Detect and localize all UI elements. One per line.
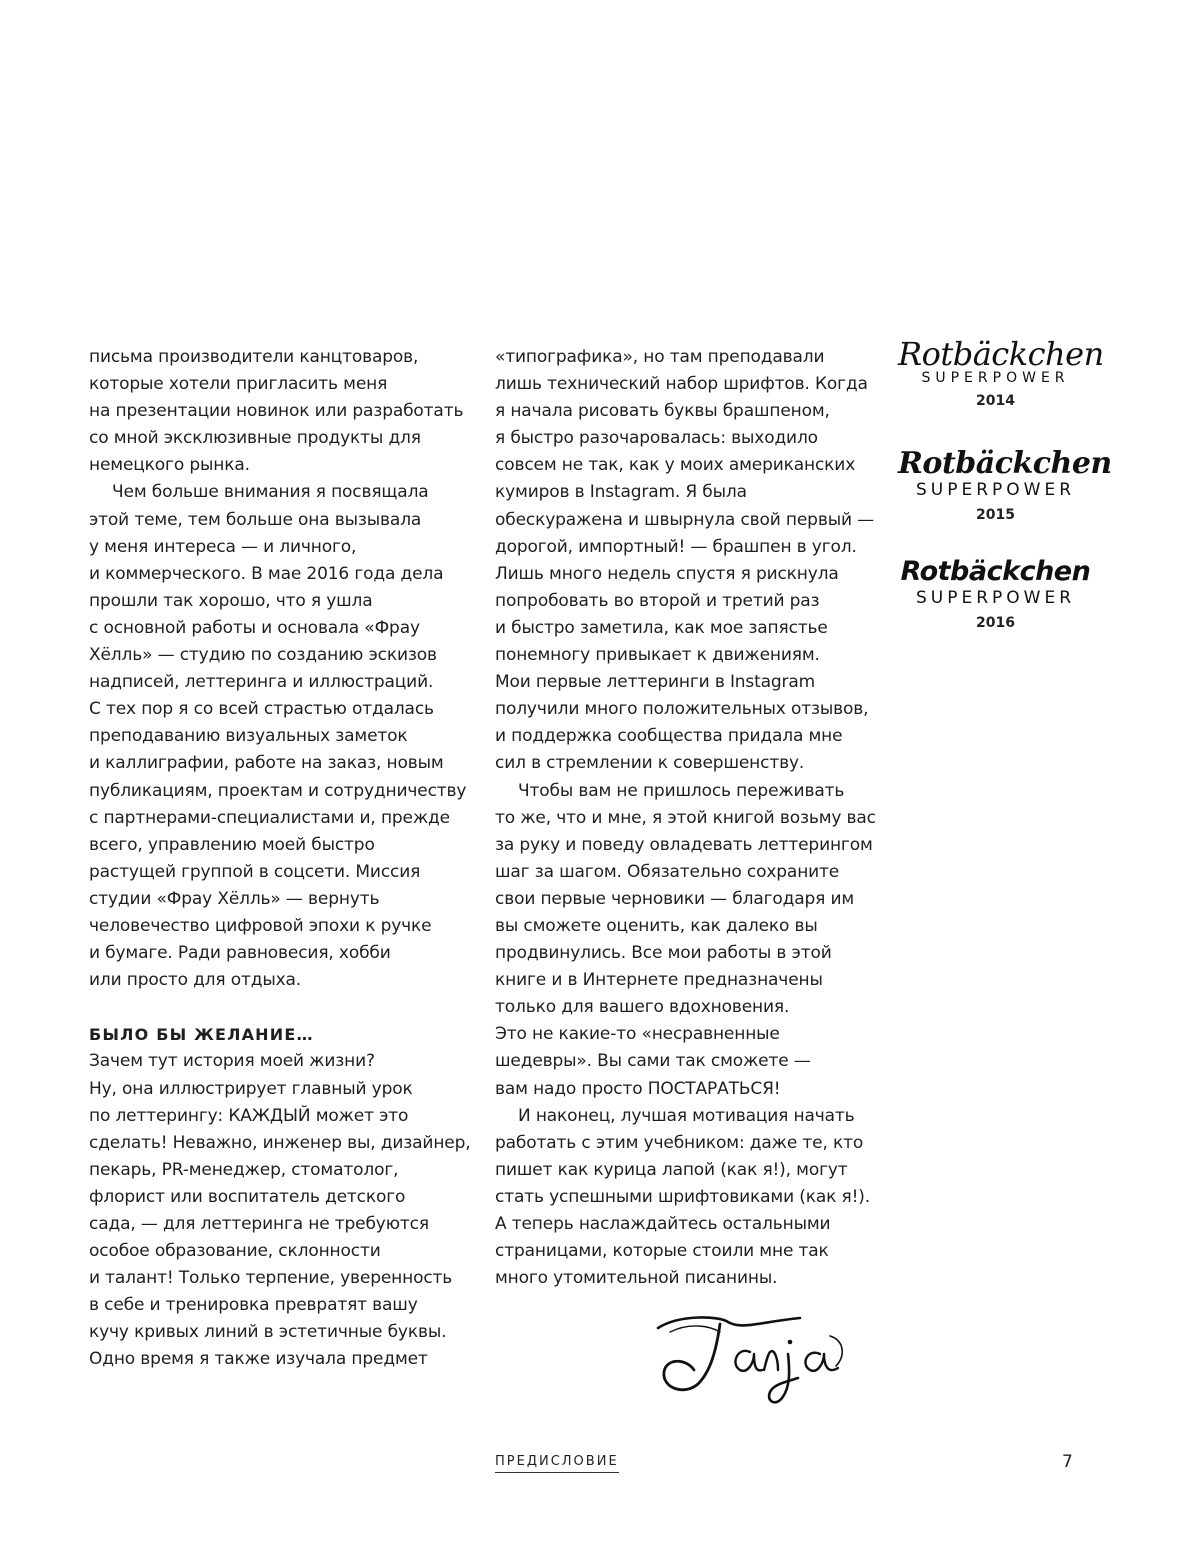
text-line: публикациям, проектам и сотрудничеству [89,780,467,801]
text-line: преподаванию визуальных заметок [89,726,408,747]
middle-text-column [495,344,875,1292]
text-line: с основной работы и основала «Фрау [89,617,420,638]
logo-script-text: Rotbäckchen [898,335,1104,373]
text-line: пекарь, PR-менеджер, стоматолог, [89,1159,399,1180]
text-line: С тех пор я со всей страстью отдалась [89,699,434,720]
text-line: книге и в Интернете предназначены [495,970,823,991]
text-line: работать с этим учебником: даже те, кто [495,1132,864,1153]
signature-tanja [650,1292,850,1412]
text-line: всего, управлению моей быстро [89,834,375,855]
text-line: попробовать во второй и третий раз [495,590,820,611]
left-paragraphs [89,344,469,994]
text-line: получили много положительных отзывов, [495,699,869,720]
text-line: по леттерингу: КАЖДЫЙ может это [89,1105,409,1126]
text-line: письма производители канцтоваров, [89,347,419,367]
text-line: сада, — для леттеринга не требуются [89,1214,429,1234]
left-text-column [89,344,469,1374]
text-line: Чтобы вам не пришлось переживать [518,780,845,801]
text-line: с партнерами-специалистами и, прежде [89,807,450,828]
text-line: немецкого рынка. [89,455,250,476]
text-line: вы сможете оценить, как далеко вы [495,915,818,936]
text-line: то же, что и мне, я этой книгой возьму вас [495,807,876,828]
text-line: растущей группой в соцсети. Миссия [89,861,421,882]
text-line: и коммерческого. В мае 2016 года дела [89,563,444,584]
logo-year: 2014 [976,393,1015,409]
page-number: 7 [1062,1452,1073,1472]
text-line: Ну, она иллюстрирует главный урок [89,1078,413,1099]
text-line: и каллиграфии, работе на заказ, новым [89,753,444,774]
text-line: только для вашего вдохновения. [495,997,790,1018]
text-line: сделать! Неважно, инженер вы, дизайнер, [89,1132,471,1153]
paragraph-gap [89,994,469,1021]
text-line: я быстро разочаровалась: выходило [495,428,818,449]
text-line: совсем не так, как у моих американских [495,455,856,476]
middle-paragraphs [495,344,875,1292]
text-line: Это не какие-то «несравненные [495,1024,780,1045]
left-paragraphs-2 [89,1048,469,1373]
text-line: пишет как курица лапой (как я!), могут [495,1159,848,1180]
text-line: Лишь много недель спустя я рискнула [495,563,839,584]
logo-year: 2015 [976,507,1015,523]
text-line: стать успешными шрифтовиками (как я!). [495,1186,870,1207]
text-line: продвинулись. Все мои работы в этой [495,943,832,964]
text-line: у меня интереса — и личного, [89,536,357,557]
text-line: и поддержка сообщества придала мне [495,726,843,747]
text-line: Мои первые леттеринги в Instagram [495,672,816,693]
text-line: я начала рисовать буквы брашпеном, [495,401,830,422]
logo-script-text: Rotbäckchen [898,446,1112,481]
text-line: И наконец, лучшая мотивация начать [518,1105,855,1126]
text-line: флорист или воспитатель детского [89,1186,406,1207]
text-line: прошли так хорошо, что я ушла [89,590,373,611]
logo-subtitle: SUPERPOWER [915,480,1076,500]
text-line: Одно время я также изучала предмет [89,1349,428,1370]
text-line: на презентации новинок или разработать [89,401,464,422]
text-line: человечество цифровой эпохи к ручке [89,915,432,936]
text-line: со мной эксклюзивные продукты для [89,428,421,449]
text-line: А теперь наслаждайтесь остальными [495,1214,831,1234]
logo-script-text: Rotbäckchen [900,556,1091,587]
text-line: дорогой, импортный! — брашпен в угол. [495,536,857,557]
text-line: Хёлль» — студию по созданию эскизов [89,645,437,666]
text-line: этой теме, тем больше она вызывала [89,509,422,530]
text-line: вам надо просто ПОСТАРАТЬСЯ! [495,1078,781,1099]
text-line: особое образование, склонности [89,1241,381,1262]
logo-year: 2016 [976,615,1015,631]
text-line: лишь технический набор шрифтов. Когда [495,374,868,395]
text-line: Чем больше внимания я посвящала [112,482,429,503]
text-line: страницами, которые стоили мне так [495,1241,829,1262]
text-line: в себе и тренировка превратят вашу [89,1295,418,1316]
logo-rotbaeckchen-2016 [898,556,1093,632]
logo-subtitle: SUPERPOWER [921,370,1070,386]
text-line: понемногу привыкает к движениям. [495,645,820,666]
logo-rotbaeckchen-2015 [898,446,1112,524]
text-line: или просто для отдыха. [89,970,302,991]
text-line: сил в стремлении к совершенству. [495,753,805,774]
text-line: свои первые черновики — благодаря им [495,888,855,909]
text-line: кумиров в Instagram. Я была [495,482,747,503]
footer-section-title: ПРЕДИСЛОВИЕ [495,1454,619,1473]
logo-rotbaeckchen-2014 [898,335,1104,410]
text-line: и бумаге. Ради равновесия, хобби [89,943,391,964]
text-line: и быстро заметила, как мое запястье [495,617,828,638]
text-line: и талант! Только терпение, уверенность [89,1268,453,1289]
signature-text: Tanja [750,1408,753,1409]
text-line: надписей, леттеринга и иллюстраций. [89,672,434,693]
text-line: шаг за шагом. Обязательно сохраните [495,861,840,882]
logo-subtitle: SUPERPOWER [915,588,1076,608]
text-line: шедевры». Вы сами так сможете — [495,1051,811,1072]
text-line: обескуражена и швырнула свой первый — [495,509,874,530]
text-line: кучу кривых линий в эстетичные буквы. [89,1322,447,1343]
text-line: Зачем тут история моей жизни? [89,1051,375,1072]
text-line: много утомительной писанины. [495,1268,778,1289]
section-heading: БЫЛО БЫ ЖЕЛАНИЕ… [89,1025,314,1045]
text-line: студии «Фрау Хёлль» — вернуть [89,888,380,909]
text-line: которые хотели пригласить меня [89,374,388,395]
text-line: «типографика», но там преподавали [495,347,825,367]
text-line: за руку и поведу овладевать леттерингом [495,834,873,855]
